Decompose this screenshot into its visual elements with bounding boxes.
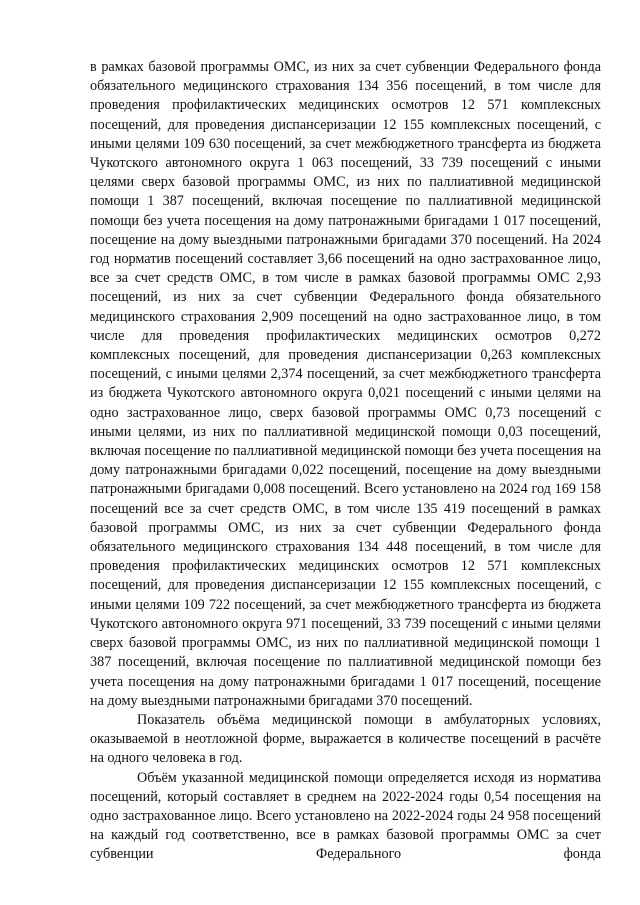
document-body <box>90 58 601 865</box>
paragraph-volume-norm: Объём указанной медицинской помощи определяется исходя из норматива посещений, который составляет в среднем на 2022-2024 годы 0,54 посещения на одно застрахованное лицо. Всего установлено на 2022-2024 годы 24 958 посещений на каждый год соответственно, все в рамках базовой программы ОМС за счет субвенции Федерального фонда <box>90 769 601 863</box>
paragraph-indicator-definition: Показатель объёма медицинской помощи в амбулаторных условиях, оказываемой в неотложной форме, выражается в количестве посещений в расчёте на одного человека в год. <box>90 711 601 767</box>
paragraph-continuation: в рамках базовой программы ОМС, из них за счет субвенции Федерального фонда обязательного медицинского страхования 134 356 посещений, в том числе для проведения профилактических медицинских осмотров 12 571 комплексных посещений, для проведения диспансеризации 12 155 комплексных посещений, с иными целями 109 630 посещений, за счет межбюджетного трансферта из бюджета Чукотского автономного округа 1 063 посещений, 33 739 посещений с иными целями сверх базовой программы ОМС, из них по паллиативной медицинской помощи 1 387 посещений, включая посещение по паллиативной медицинской помощи без учета посещения на дому патронажными бригадами 1 017 посещений, посещение на дому выездными патронажными бригадами 370 посещений. На 2024 год норматив посещений составляет 3,66 посещений на одно застрахованное лицо, все за счет средств ОМС, в том числе в рамках базовой программы ОМС 2,93 посещений, из них за счет субвенции Федерального фонда обязательного медицинского страхования 2,909 посещений на одно застрахованное лицо, в том числе для проведения профилактических медицинских осмотров 0,272 комплексных посещений, для проведения диспансеризации 0,263 комплексных посещений, с иными целями 2,374 посещений, за счет межбюджетного трансферта из бюджета Чукотского автономного округа 0,021 посещений с иными целями на одно застрахованное лицо, сверх базовой программы ОМС 0,73 посещений с иными целями, из них по паллиативной медицинской помощи 0,03 посещений, включая посещение по паллиативной медицинской помощи без учета посещения на дому патронажными бригадами 0,022 посещений, посещение на дому выездными патронажными бригадами 0,008 посещений. Всего установлено на 2024 год 169 158 посещений все за счет средств ОМС, в том числе 135 419 посещений в рамках базовой программы ОМС, из них за счет субвенции Федерального фонда обязательного медицинского страхования 134 448 посещений, в том числе для проведения профилактических медицинских осмотров 12 571 комплексных посещений, для проведения диспансеризации 12 155 комплексных посещений, с иными целями 109 722 посещений, за счет межбюджетного трансферта из бюджета Чукотского автономного округа 971 посещений, 33 739 посещений с иными целями сверх базовой программы ОМС, из них по паллиативной медицинской помощи 1 387 посещений, включая посещение по паллиативной медицинской помощи без учета посещения на дому патронажными бригадами 1 017 посещений, посещение на дому выездными патронажными бригадами 370 посещений. <box>90 59 601 709</box>
